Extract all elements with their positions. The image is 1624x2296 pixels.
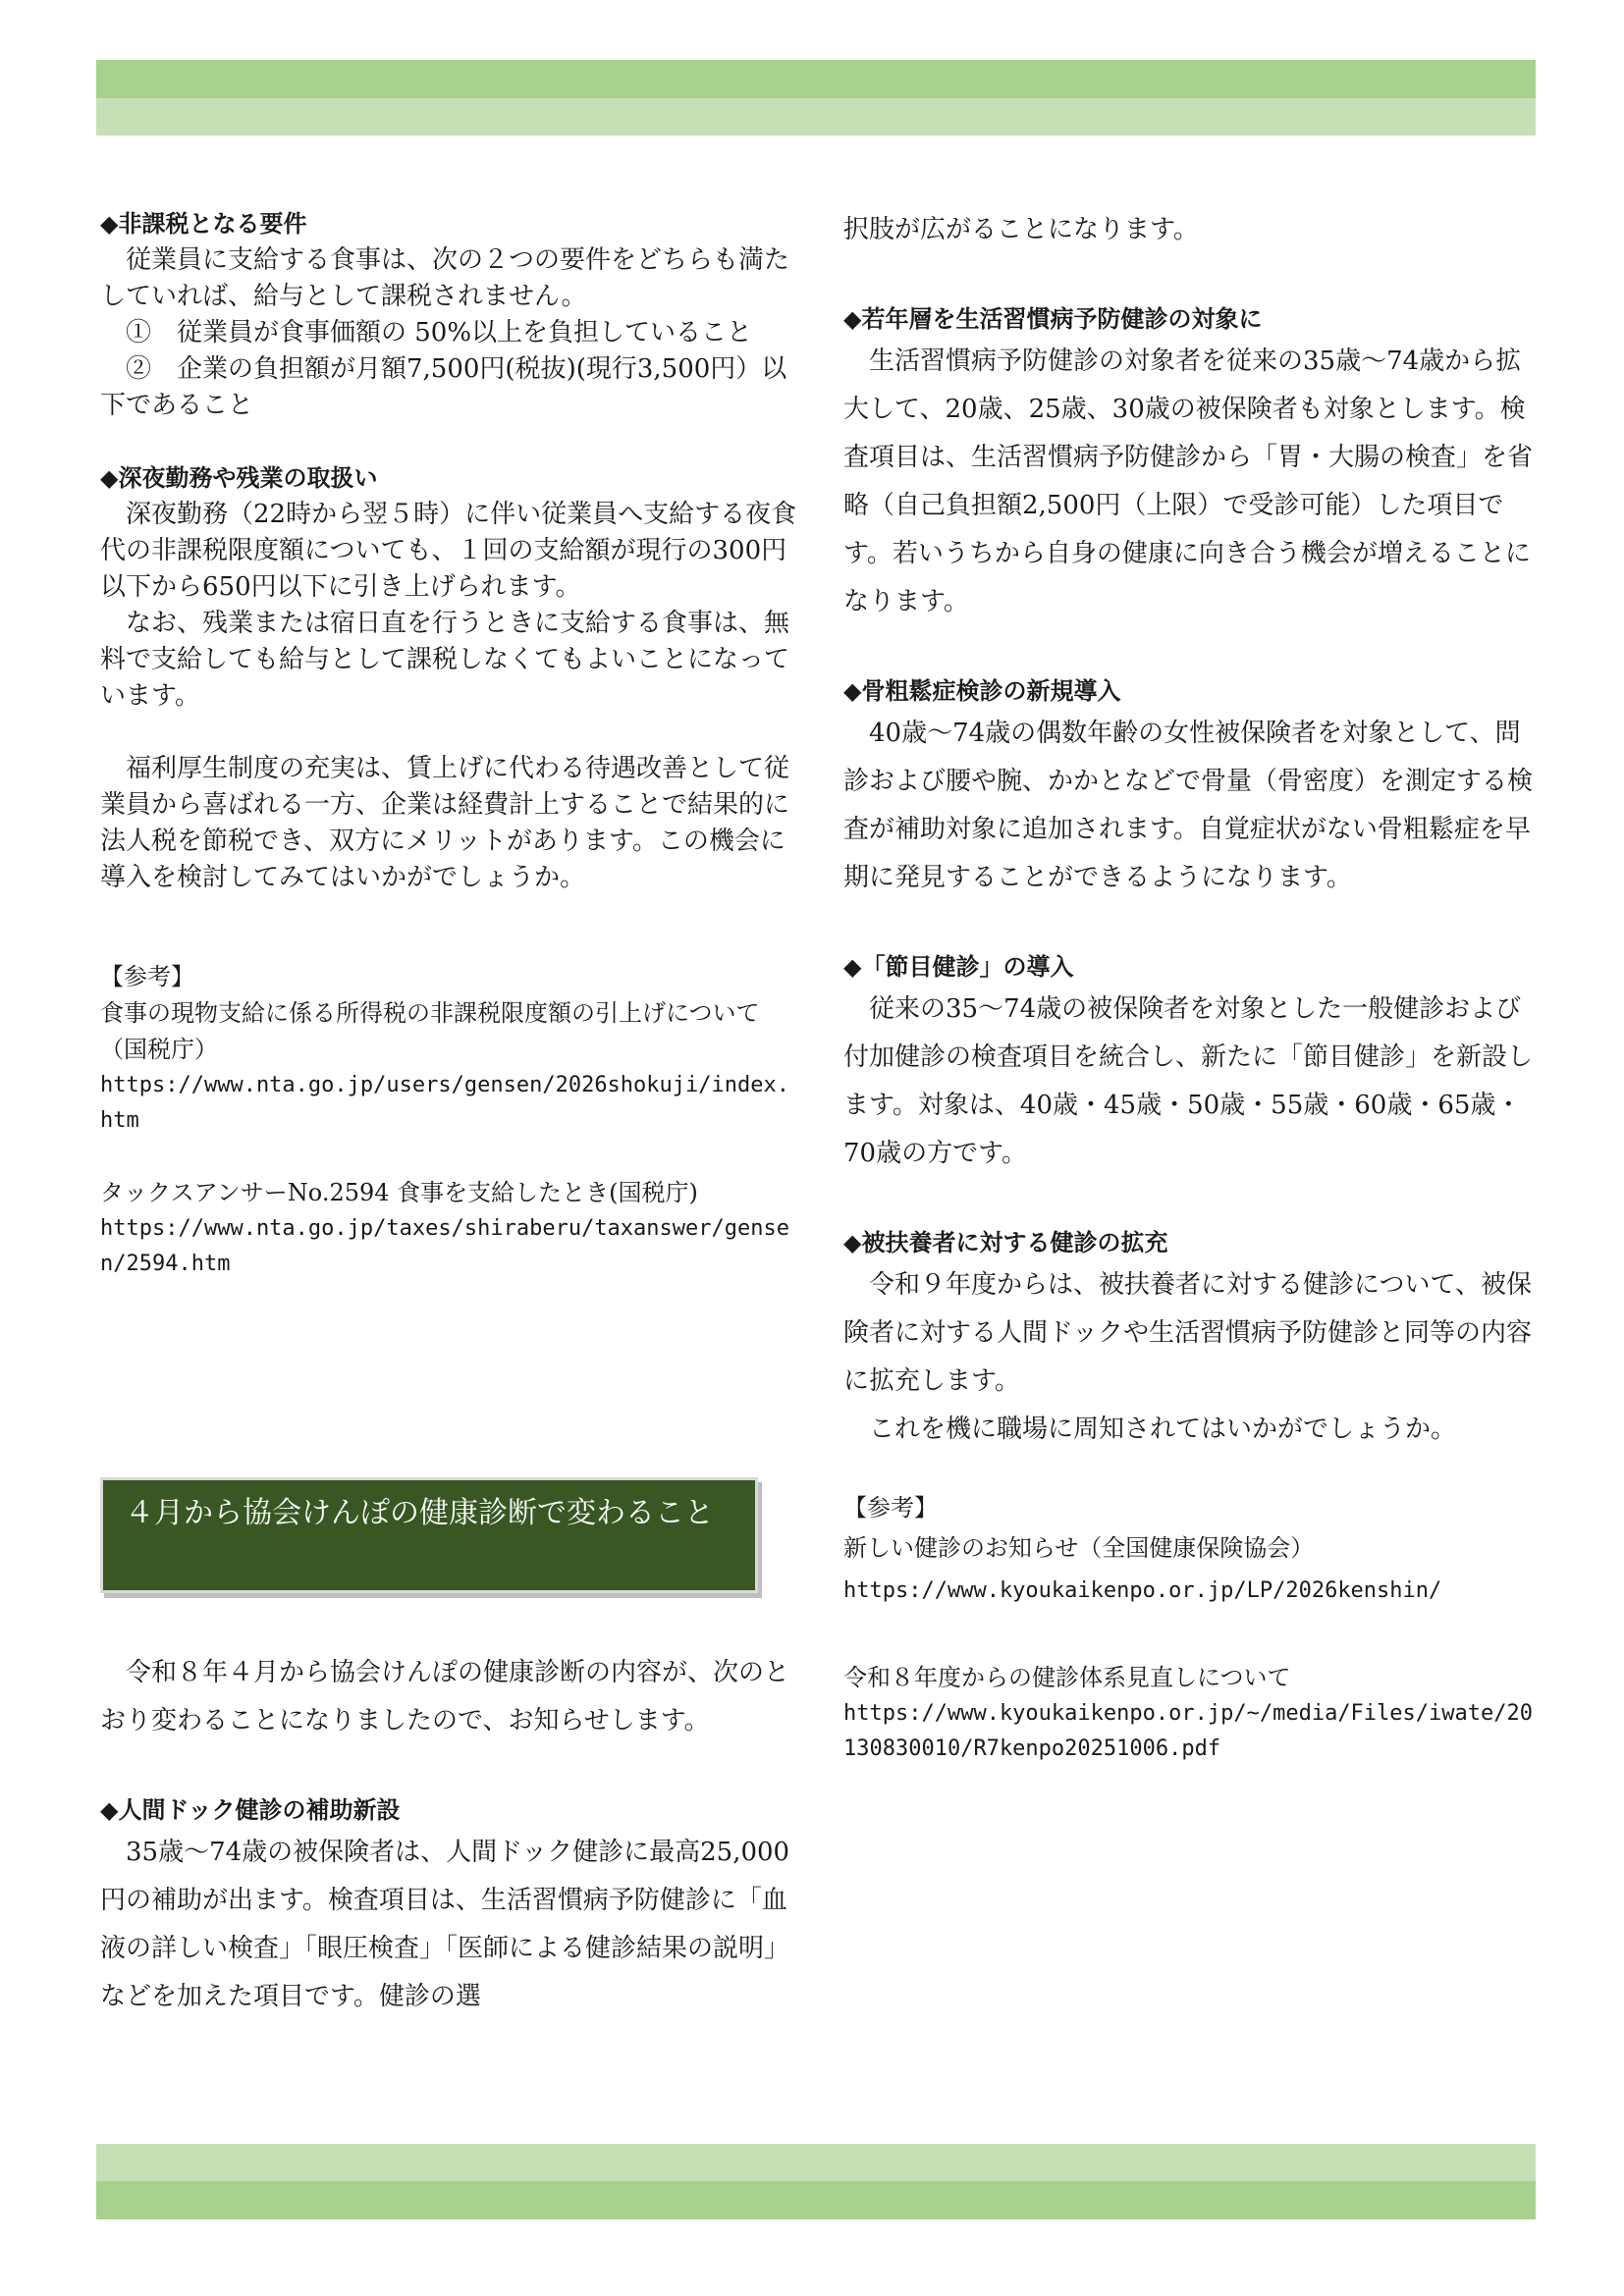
section-title-box: [100, 1477, 758, 1593]
right-column: [843, 206, 1543, 1767]
requirement-item: ② 企業の負担額が月額7,500円(税抜)(現行3,500円）以下であること: [100, 354, 787, 420]
continuation-text: 択肢が広がることになります。: [843, 215, 1199, 244]
reference-link[interactable]: https://www.nta.go.jp/taxes/shiraberu/taxanswer/gensen/2594.htm: [100, 1216, 789, 1276]
reference-label: 【参考】: [843, 1494, 938, 1522]
paragraph: なお、残業または宿日直を行うときに支給する食事は、無料で支給しても給与として課税しなくてもよいことになっています。: [100, 609, 790, 711]
left-column: [100, 206, 799, 1282]
left-column-lower: [100, 1649, 799, 2021]
reference-title: タックスアンサーNo.2594 食事を支給したとき(国税庁): [100, 1179, 698, 1206]
intro-paragraph: 令和８年４月から協会けんぽの健康診断の内容が、次のとおり変わることになりましたので、お知らせします。: [100, 1658, 790, 1735]
section-heading: ◆深夜勤務や残業の取扱い: [100, 464, 378, 492]
reference-title: 新しい健診のお知らせ（全国健康保険協会）: [843, 1534, 1315, 1562]
bottom-band-dark: [96, 2181, 1536, 2219]
paragraph: これを機に職場に周知されてはいかがでしょうか。: [869, 1415, 1457, 1444]
reference-title: 食事の現物支給に係る所得税の非課税限度額の引上げについて（国税庁）: [100, 999, 760, 1063]
paragraph: 生活習慣病予防健診の対象者を従来の35歳～74歳から拡大して、20歳、25歳、30歳の被保険者も対象とします。検査項目は、生活習慣病予防健診から「胃・大腸の検査」を省略（自己負担額2,500円（上限）で受診可能）した項目です。若いうちから自身の健康に向き合う機会が増えることになります。: [843, 347, 1534, 616]
requirement-item: ① 従業員が食事価額の 50%以上を負担していること: [126, 318, 753, 347]
paragraph: 40歳～74歳の偶数年齢の女性被保険者を対象として、問診および腰や腕、かかとなどで骨量（骨密度）を測定する検査が補助対象に追加されます。自覚症状がない骨粗鬆症を早期に発見することができるようになります。: [843, 719, 1534, 892]
section-heading: ◆骨粗鬆症検診の新規導入: [843, 677, 1121, 705]
closing-paragraph: 福利厚生制度の充実は、賃上げに代わる待遇改善として従業員から喜ばれる一方、企業は経費計上することで結果的に法人税を節税でき、双方にメリットがあります。この機会に導入を検討してみてはいかがでしょうか。: [100, 754, 790, 892]
paragraph: 従来の35～74歳の被保険者を対象とした一般健診および付加健診の検査項目を統合し、新たに「節目健診」を新設します。対象は、40歳・45歳・50歳・55歳・60歳・65歳・70歳の方です。: [843, 994, 1534, 1168]
section-heading: ◆「節目健診」の導入: [843, 953, 1074, 981]
section-heading: ◆被扶養者に対する健診の拡充: [843, 1229, 1168, 1256]
paragraph: 深夜勤務（22時から翌５時）に伴い従業員へ支給する夜食代の非課税限度額についても、１回の支給額が現行の300円以下から650円以下に引き上げられます。: [100, 500, 797, 602]
reference-title: 令和８年度からの健診体系見直しについて: [843, 1664, 1291, 1691]
section-heading: ◆人間ドック健診の補助新設: [100, 1796, 401, 1824]
reference-link[interactable]: https://www.kyoukaikenpo.or.jp/~/media/Files/iwate/20130830010/R7kenpo20251006.pdf: [843, 1701, 1533, 1761]
reference-link[interactable]: https://www.kyoukaikenpo.or.jp/LP/2026kenshin/: [843, 1578, 1442, 1603]
top-band-light: [96, 98, 1536, 135]
section-heading: ◆非課税となる要件: [100, 210, 307, 238]
top-band-dark: [96, 60, 1536, 98]
section-title: ４月から協会けんぽの健康診断で変わること: [125, 1496, 714, 1530]
section-heading: ◆若年層を生活習慣病予防健診の対象に: [843, 305, 1263, 333]
paragraph: 令和９年度からは、被扶養者に対する健診について、被保険者に対する人間ドックや生活習慣病予防健診と同等の内容に拡充します。: [843, 1270, 1532, 1396]
paragraph: 従業員に支給する食事は、次の２つの要件をどちらも満たしていれば、給与として課税されません。: [100, 245, 790, 311]
bottom-band-light: [96, 2144, 1536, 2181]
reference-link[interactable]: https://www.nta.go.jp/users/gensen/2026shokuji/index.htm: [100, 1073, 789, 1133]
reference-label: 【参考】: [100, 963, 194, 990]
paragraph: 35歳～74歳の被保険者は、人間ドック健診に最高25,000円の補助が出ます。検査項目は、生活習慣病予防健診に「血液の詳しい検査」「眼圧検査」「医師による健診結果の説明」などを加えた項目です。健診の選: [100, 1838, 790, 2011]
